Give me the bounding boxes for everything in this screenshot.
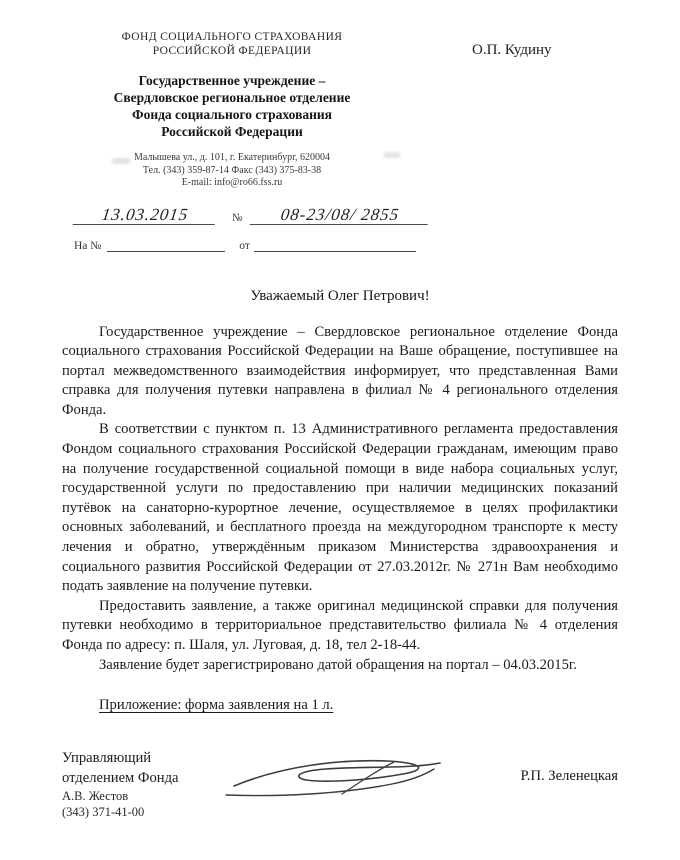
executor-phone: (343) 371-41-00 [62,805,145,819]
signature-block [62,748,618,806]
executor-name: А.В. Жестов [62,789,129,803]
letterhead-header [0,0,680,190]
scan-artifact [112,158,130,164]
signer-name: Р.П. Зеленецкая [520,768,618,785]
signature-scribble [222,750,452,807]
org-top-line1: ФОНД СОЦИАЛЬНОГО СТРАХОВАНИЯ [121,31,343,43]
paragraph-4: Заявление будет зарегистрировано датой обращения на портал – 04.03.2015г. [99,656,577,673]
paragraph-1: Государственное учреждение – Свердловское региональное отделение Фонда социального страхования Российской Федерации на Ваше обращение, поступившее на портал межведомственного взаимодействия информирует, что представленная Вами справка для получения путевки направлена в филиал № 4 регионального отделения Фонда. [62,323,618,418]
signer-position [62,748,178,788]
letter-body [62,323,618,676]
org-bold-line4: Российской Федерации [161,124,303,139]
salutation: Уважаемый Олег Петрович! [250,287,430,304]
letterhead [56,30,408,190]
contact-block [56,152,408,190]
handwritten-outgoing-number: 08-23/08/ 2855 [249,206,430,225]
attachment-line [62,697,618,714]
handwritten-date: 13.03.2015 [73,206,218,225]
incoming-number-blank [107,239,225,252]
number-sign-label: № [232,211,243,224]
na-no-label: На № [74,239,102,252]
incoming-date-blank [254,239,416,252]
reference-block [74,206,434,252]
phone-fax-line: Тел. (343) 359-87-14 Факс (343) 375-83-38 [142,164,322,176]
attachment-text: Приложение: форма заявления на 1 л. [99,697,334,714]
paragraph-3: Предоставить заявление, а также оригинал медицинской справки для получения путевки необходимо в территориальное представительство филиала № 4 отделения Фонда по адресу: п. Шаля, ул. Луговая, д. 18, тел 2-18-44. [62,597,618,653]
scan-artifact [384,152,400,158]
addressee-name: О.П. Кудину [472,42,552,58]
org-name-bold [56,72,408,140]
paragraph-2: В соответствии с пунктом п. 13 Административного регламента предоставления Фондом социального страхования Российской Федерации гражданам, имеющим право на получение государственной социальной помощи в виде набора социальных услуг, государственной услуги по предоставлению при наличии медицинских показаний путёвок на санаторно-курортное лечение, осуществляемое в целях профилактики основных заболеваний, и бесплатного проезда на междугородном транспорте к месту лечения и обратно, утверждённым приказом Министерства здравоохранения и социального развития Российской Федерации от 27.03.2012г. № 271н Вам необходимо подать заявление на получение путевки. [62,421,618,595]
signature-ink-icon [222,750,452,802]
org-bold-line3: Фонда социального страхования [131,107,332,122]
signer-position-line2: отделением Фонда [62,770,179,787]
address-line: Малышева ул., д. 101, г. Екатеринбург, 620004 [133,152,331,163]
org-bold-line1: Государственное учреждение – [138,73,326,88]
date-number-row [74,206,434,225]
signer-position-line1: Управляющий [62,750,152,767]
org-name-top [56,30,408,58]
org-top-line2: РОССИЙСКОЙ ФЕДЕРАЦИИ [152,45,312,57]
org-bold-line2: Свердловское региональное отделение [113,90,351,105]
email-line: E-mail: info@ro66.fss.ru [181,177,283,188]
executor-block [62,788,144,820]
ot-label: от [239,239,250,252]
incoming-reference-row [74,239,434,252]
